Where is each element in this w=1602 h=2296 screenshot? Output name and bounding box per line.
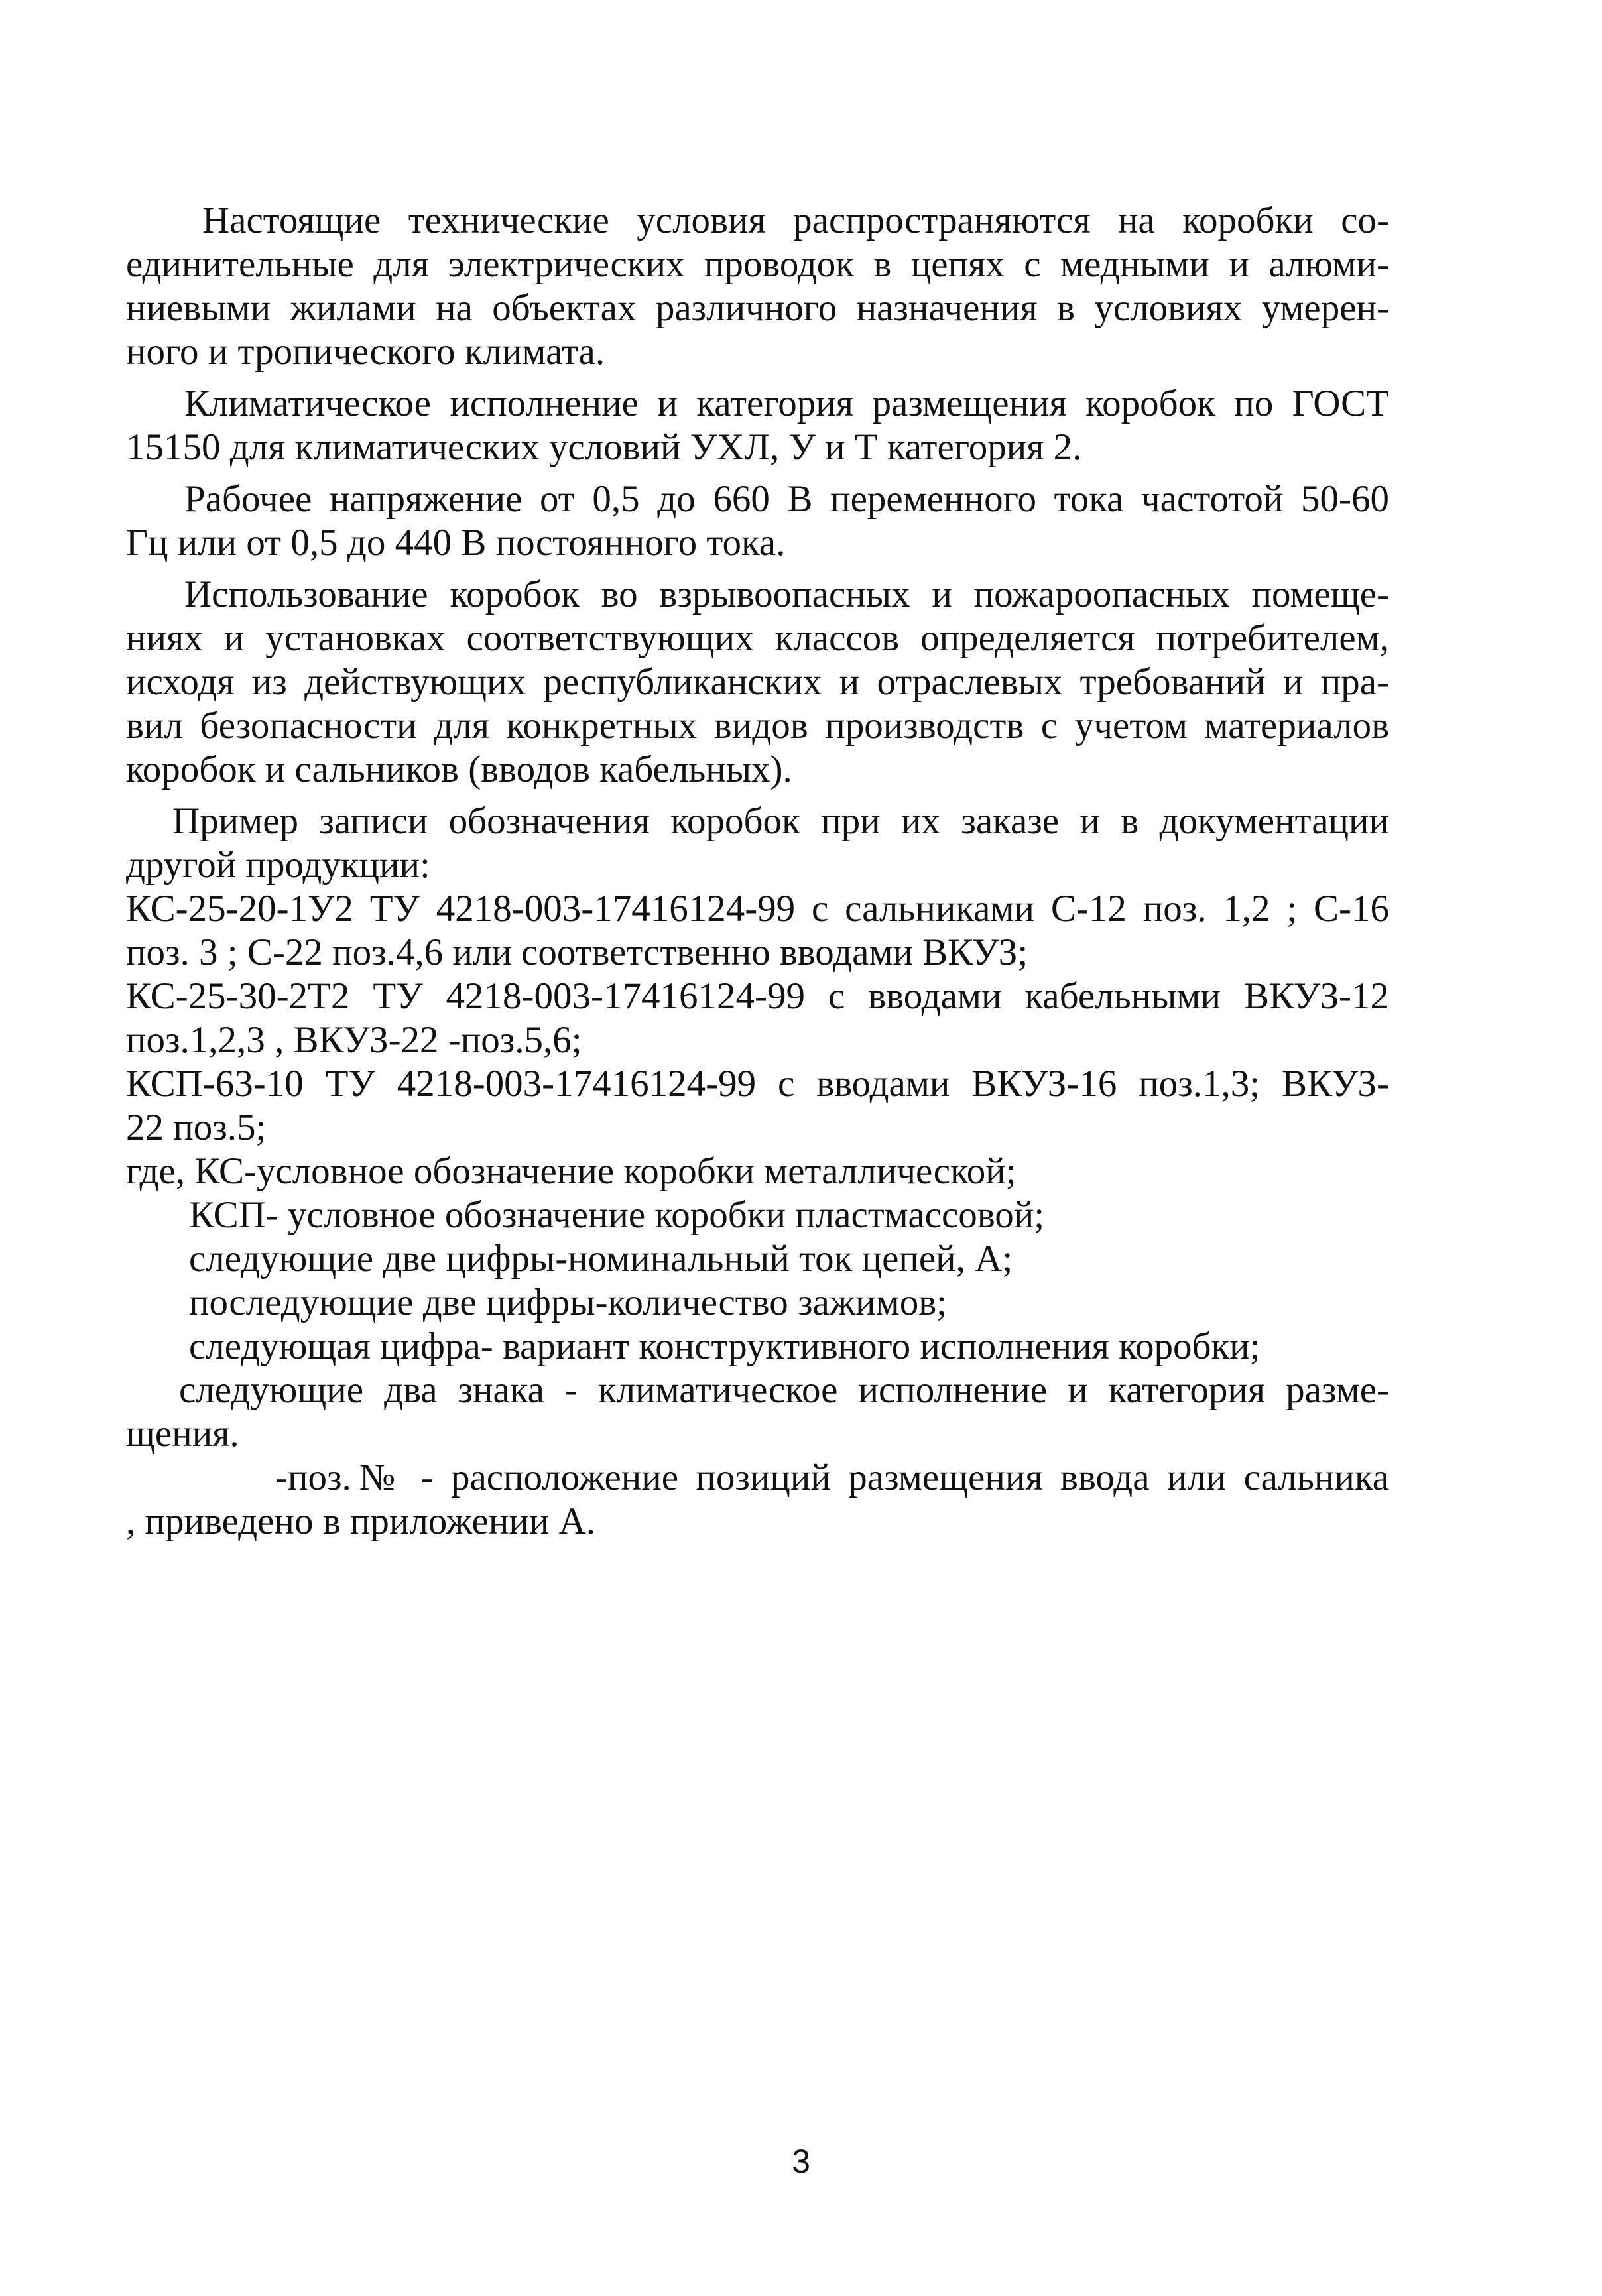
text-line: поз.1,2,3 , ВКУЗ-22 -поз.5,6; [126, 1019, 582, 1061]
text-line: КС-25-30-2Т2 ТУ 4218-003-17416124-99 с вводами кабельными ВКУЗ-12 [126, 975, 1389, 1017]
text-line: единительные для электрических проводок в цепях с медными и алюми- [126, 243, 1389, 285]
text-line: последующие две цифры-количество зажимов; [189, 1282, 947, 1323]
text-line: КСП-63-10 ТУ 4218-003-17416124-99 с вводами ВКУЗ-16 поз.1,3; ВКУЗ- [126, 1063, 1389, 1105]
text-line: коробок и сальников (вводов кабельных). [126, 749, 792, 790]
body-text [126, 199, 1389, 1543]
text-line: поз. 3 ; С-22 поз.4,6 или соответственно вводами ВКУЗ; [126, 932, 1028, 973]
text-line: следующие два знака - климатическое исполнение и категория разме- [179, 1369, 1389, 1411]
text-line: КСП- условное обозначение коробки пластмассовой; [189, 1194, 1045, 1236]
text-line: ниевыми жилами на объектах различного назначения в условиях умерен- [126, 287, 1389, 329]
text-line: следующие две цифры-номинальный ток цепей, А; [189, 1238, 1013, 1280]
text-line: где, КС-условное обозначение коробки металлической; [126, 1150, 1017, 1192]
text-line: Настоящие технические условия распространяются на коробки со- [202, 200, 1389, 241]
text-line: 15150 для климатических условий УХЛ, У и Т категория 2. [126, 426, 1082, 468]
text-line: Использование коробок во взрывоопасных и пожароопасных помеще- [184, 574, 1389, 615]
text-line: , приведено в приложении А. [126, 1500, 595, 1542]
text-line: -поз.№ - расположение позиций размещения ввода или сальника [275, 1457, 1389, 1498]
text-line: ного и тропического климата. [126, 331, 605, 373]
text-line: Климатическое исполнение и категория размещения коробок по ГОСТ [184, 383, 1389, 424]
text-line: КС-25-20-1У2 ТУ 4218-003-17416124-99 с сальниками С-12 поз. 1,2 ; С-16 [126, 888, 1389, 930]
text-line: Рабочее напряжение от 0,5 до 660 В переменного тока частотой 50-60 [184, 478, 1389, 520]
text-line: вил безопасности для конкретных видов производств с учетом материалов [126, 705, 1389, 747]
text-line: Пример записи обозначения коробок при их заказе и в документации [172, 800, 1389, 842]
text-line: Гц или от 0,5 до 440 В постоянного тока. [126, 522, 786, 564]
text-line: следующая цифра- вариант конструктивного исполнения коробки; [189, 1325, 1261, 1367]
text-line: ниях и установках соответствующих классов определяется потребителем, [126, 617, 1389, 659]
text-line: другой продукции: [126, 844, 430, 886]
text-line: щения. [126, 1413, 239, 1455]
page-number: 3 [792, 2143, 810, 2180]
text-line: 22 поз.5; [126, 1107, 267, 1148]
text-line: исходя из действующих республиканских и отраслевых требований и пра- [126, 661, 1389, 703]
